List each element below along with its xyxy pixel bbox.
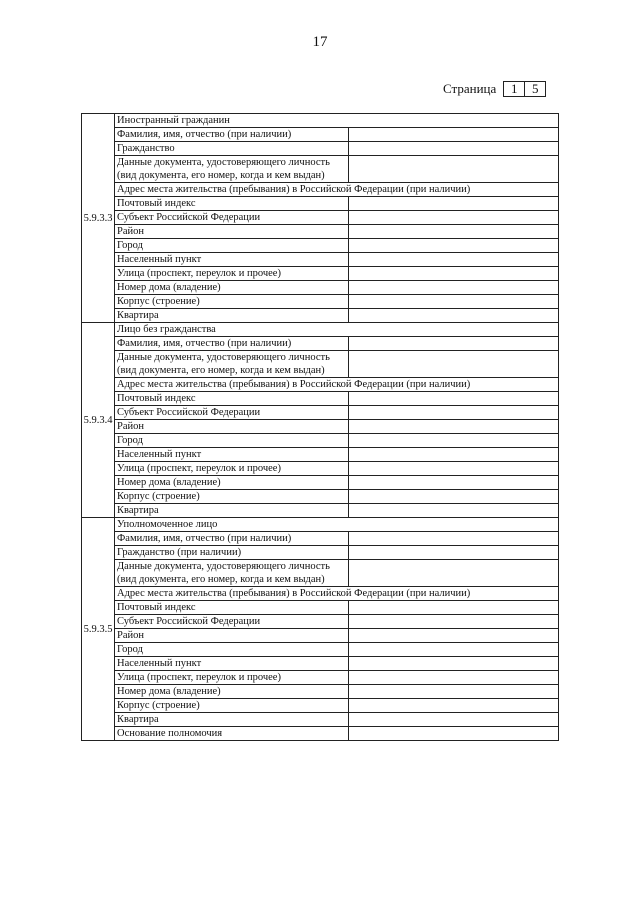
section-code: 5.9.3.4 <box>82 323 115 518</box>
field-label: Почтовый индекс <box>115 197 349 211</box>
field-value[interactable] <box>349 351 559 378</box>
field-value[interactable] <box>349 532 559 546</box>
field-value[interactable] <box>349 601 559 615</box>
table-row <box>82 142 559 156</box>
field-label: Номер дома (владение) <box>115 476 349 490</box>
field-label: Почтовый индекс <box>115 392 349 406</box>
field-value[interactable] <box>349 504 559 518</box>
field-label: Данные документа, удостоверяющего личность (вид документа, его номер, когда и кем выдан) <box>115 156 349 183</box>
table-row <box>82 615 559 629</box>
field-label: Улица (проспект, переулок и прочее) <box>115 462 349 476</box>
field-value[interactable] <box>349 490 559 504</box>
table-row <box>82 518 559 532</box>
field-label: Населенный пункт <box>115 448 349 462</box>
field-label: Город <box>115 239 349 253</box>
field-value[interactable] <box>349 239 559 253</box>
table-row <box>82 225 559 239</box>
table-row <box>82 462 559 476</box>
page-number: 17 <box>312 34 328 50</box>
field-value[interactable] <box>349 462 559 476</box>
field-label: Гражданство (при наличии) <box>115 546 349 560</box>
section-code: 5.9.3.5 <box>82 518 115 741</box>
table-row <box>82 406 559 420</box>
field-label: Город <box>115 434 349 448</box>
table-row <box>82 699 559 713</box>
field-value[interactable] <box>349 615 559 629</box>
field-value[interactable] <box>349 156 559 183</box>
address-header: Адрес места жительства (пребывания) в Российской Федерации (при наличии) <box>115 183 559 197</box>
field-label: Район <box>115 629 349 643</box>
field-label: Населенный пункт <box>115 657 349 671</box>
field-value[interactable] <box>349 392 559 406</box>
table-row <box>82 601 559 615</box>
table-row <box>82 183 559 197</box>
table-row <box>82 295 559 309</box>
section-header: Уполномоченное лицо <box>115 518 559 532</box>
field-value[interactable] <box>349 225 559 239</box>
field-label: Гражданство <box>115 142 349 156</box>
field-value[interactable] <box>349 727 559 741</box>
form-table <box>81 113 559 741</box>
table-row <box>82 323 559 337</box>
pager <box>443 81 546 97</box>
table-row <box>82 448 559 462</box>
table-row <box>82 392 559 406</box>
address-header: Адрес места жительства (пребывания) в Российской Федерации (при наличии) <box>115 378 559 392</box>
field-label: Данные документа, удостоверяющего личность (вид документа, его номер, когда и кем выдан) <box>115 351 349 378</box>
field-value[interactable] <box>349 546 559 560</box>
field-value[interactable] <box>349 267 559 281</box>
pager-total: 5 <box>524 81 546 97</box>
field-value[interactable] <box>349 420 559 434</box>
field-label: Корпус (строение) <box>115 490 349 504</box>
table-row <box>82 420 559 434</box>
table-row <box>82 671 559 685</box>
table-row <box>82 211 559 225</box>
table-row <box>82 476 559 490</box>
table-row <box>82 378 559 392</box>
field-label: Квартира <box>115 309 349 323</box>
field-value[interactable] <box>349 406 559 420</box>
table-row <box>82 713 559 727</box>
table-row <box>82 351 559 378</box>
table-row <box>82 128 559 142</box>
field-value[interactable] <box>349 128 559 142</box>
table-row <box>82 337 559 351</box>
table-row <box>82 546 559 560</box>
table-row <box>82 657 559 671</box>
table-row <box>82 434 559 448</box>
field-value[interactable] <box>349 560 559 587</box>
field-value[interactable] <box>349 643 559 657</box>
field-value[interactable] <box>349 699 559 713</box>
field-label: Почтовый индекс <box>115 601 349 615</box>
field-value[interactable] <box>349 476 559 490</box>
field-label: Основание полномочия <box>115 727 349 741</box>
field-label: Фамилия, имя, отчество (при наличии) <box>115 532 349 546</box>
field-label: Город <box>115 643 349 657</box>
pager-current: 1 <box>503 81 525 97</box>
field-value[interactable] <box>349 309 559 323</box>
table-row <box>82 267 559 281</box>
table-row <box>82 309 559 323</box>
field-label: Корпус (строение) <box>115 295 349 309</box>
field-value[interactable] <box>349 253 559 267</box>
field-label: Субъект Российской Федерации <box>115 211 349 225</box>
field-label: Квартира <box>115 713 349 727</box>
field-label: Фамилия, имя, отчество (при наличии) <box>115 128 349 142</box>
section-code: 5.9.3.3 <box>82 114 115 323</box>
field-label: Квартира <box>115 504 349 518</box>
table-row <box>82 114 559 128</box>
field-value[interactable] <box>349 434 559 448</box>
address-header: Адрес места жительства (пребывания) в Российской Федерации (при наличии) <box>115 587 559 601</box>
field-value[interactable] <box>349 337 559 351</box>
table-row <box>82 156 559 183</box>
field-value[interactable] <box>349 211 559 225</box>
table-row <box>82 587 559 601</box>
field-value[interactable] <box>349 448 559 462</box>
table-row <box>82 281 559 295</box>
pager-label: Страница <box>443 81 497 96</box>
field-value[interactable] <box>349 142 559 156</box>
field-label: Район <box>115 420 349 434</box>
field-value[interactable] <box>349 295 559 309</box>
table-row <box>82 727 559 741</box>
field-label: Номер дома (владение) <box>115 281 349 295</box>
table-row <box>82 560 559 587</box>
table-row <box>82 685 559 699</box>
table-row <box>82 532 559 546</box>
section-header: Лицо без гражданства <box>115 323 559 337</box>
field-value[interactable] <box>349 671 559 685</box>
field-label: Улица (проспект, переулок и прочее) <box>115 671 349 685</box>
field-value[interactable] <box>349 657 559 671</box>
table-row <box>82 490 559 504</box>
field-label: Данные документа, удостоверяющего личность (вид документа, его номер, когда и кем выдан) <box>115 560 349 587</box>
table-row <box>82 629 559 643</box>
field-label: Улица (проспект, переулок и прочее) <box>115 267 349 281</box>
field-label: Населенный пункт <box>115 253 349 267</box>
field-label: Район <box>115 225 349 239</box>
field-label: Номер дома (владение) <box>115 685 349 699</box>
field-label: Субъект Российской Федерации <box>115 406 349 420</box>
field-value[interactable] <box>349 685 559 699</box>
field-label: Фамилия, имя, отчество (при наличии) <box>115 337 349 351</box>
table-row <box>82 197 559 211</box>
field-label: Корпус (строение) <box>115 699 349 713</box>
table-row <box>82 643 559 657</box>
table-row <box>82 504 559 518</box>
field-value[interactable] <box>349 197 559 211</box>
field-label: Субъект Российской Федерации <box>115 615 349 629</box>
section-header: Иностранный гражданин <box>115 114 559 128</box>
field-value[interactable] <box>349 281 559 295</box>
field-value[interactable] <box>349 713 559 727</box>
table-row <box>82 253 559 267</box>
field-value[interactable] <box>349 629 559 643</box>
table-row <box>82 239 559 253</box>
